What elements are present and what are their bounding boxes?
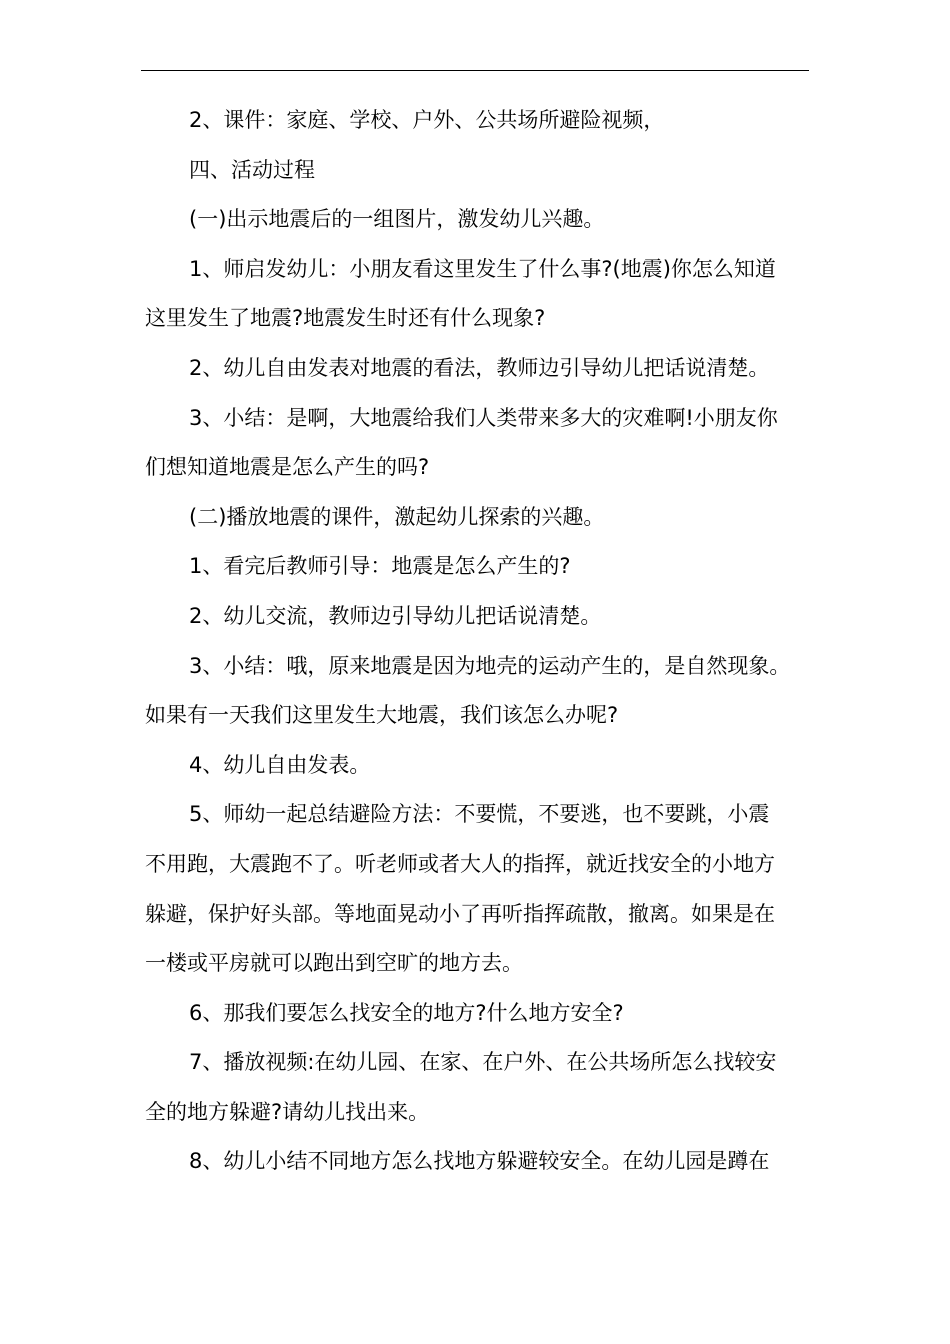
paragraph-line: 8、幼儿小结不同地方怎么找地方躲避较安全。在幼儿园是蹲在 bbox=[189, 1149, 770, 1174]
paragraph-line: 一楼或平房就可以跑出到空旷的地方去。 bbox=[145, 951, 523, 976]
paragraph-line: 全的地方躲避?请幼儿找出来。 bbox=[145, 1099, 430, 1124]
paragraph-line: 躲避，保护好头部。等地面晃动小了再听指挥疏散，撤离。如果是在 bbox=[145, 901, 775, 926]
paragraph-line: 4、幼儿自由发表。 bbox=[189, 752, 371, 777]
paragraph-line: 这里发生了地震?地震发生时还有什么现象? bbox=[145, 306, 546, 331]
paragraph-line: 2、课件：家庭、学校、户外、公共场所避险视频， bbox=[189, 108, 665, 132]
section-heading: 四、活动过程 bbox=[189, 157, 315, 182]
paragraph-line: 1、看完后教师引导：地震是怎么产生的? bbox=[189, 554, 571, 579]
paragraph-line: 1、师启发幼儿：小朋友看这里发生了什么事?(地震)你怎么知道 bbox=[189, 256, 776, 281]
paragraph-line: 7、播放视频:在幼儿园、在家、在户外、在公共场所怎么找较安 bbox=[189, 1050, 777, 1075]
subsection-heading: (一)出示地震后的一组图片，激发幼儿兴趣。 bbox=[189, 207, 605, 232]
paragraph-line: 2、幼儿自由发表对地震的看法，教师边引导幼儿把话说清楚。 bbox=[189, 355, 770, 380]
paragraph-line: 3、小结：是啊，大地震给我们人类带来多大的灾难啊!小朋友你 bbox=[189, 405, 778, 430]
paragraph-line: 6、那我们要怎么找安全的地方?什么地方安全? bbox=[189, 1000, 624, 1025]
paragraph-line: 5、师幼一起总结避险方法：不要慌，不要逃，也不要跳，小震 bbox=[189, 802, 770, 827]
paragraph-line: 如果有一天我们这里发生大地震，我们该怎么办呢? bbox=[145, 703, 619, 728]
paragraph-line: 不用跑，大震跑不了。听老师或者大人的指挥，就近找安全的小地方 bbox=[145, 851, 775, 876]
document-body bbox=[145, 96, 817, 1187]
paragraph-line: 3、小结：哦，原来地震是因为地壳的运动产生的，是自然现象。 bbox=[189, 653, 791, 678]
subsection-heading: (二)播放地震的课件，激起幼儿探索的兴趣。 bbox=[189, 504, 605, 529]
paragraph-line: 2、幼儿交流，教师边引导幼儿把话说清楚。 bbox=[189, 603, 602, 628]
paragraph-line: 们想知道地震是怎么产生的吗? bbox=[145, 455, 430, 480]
header-rule bbox=[141, 70, 809, 71]
